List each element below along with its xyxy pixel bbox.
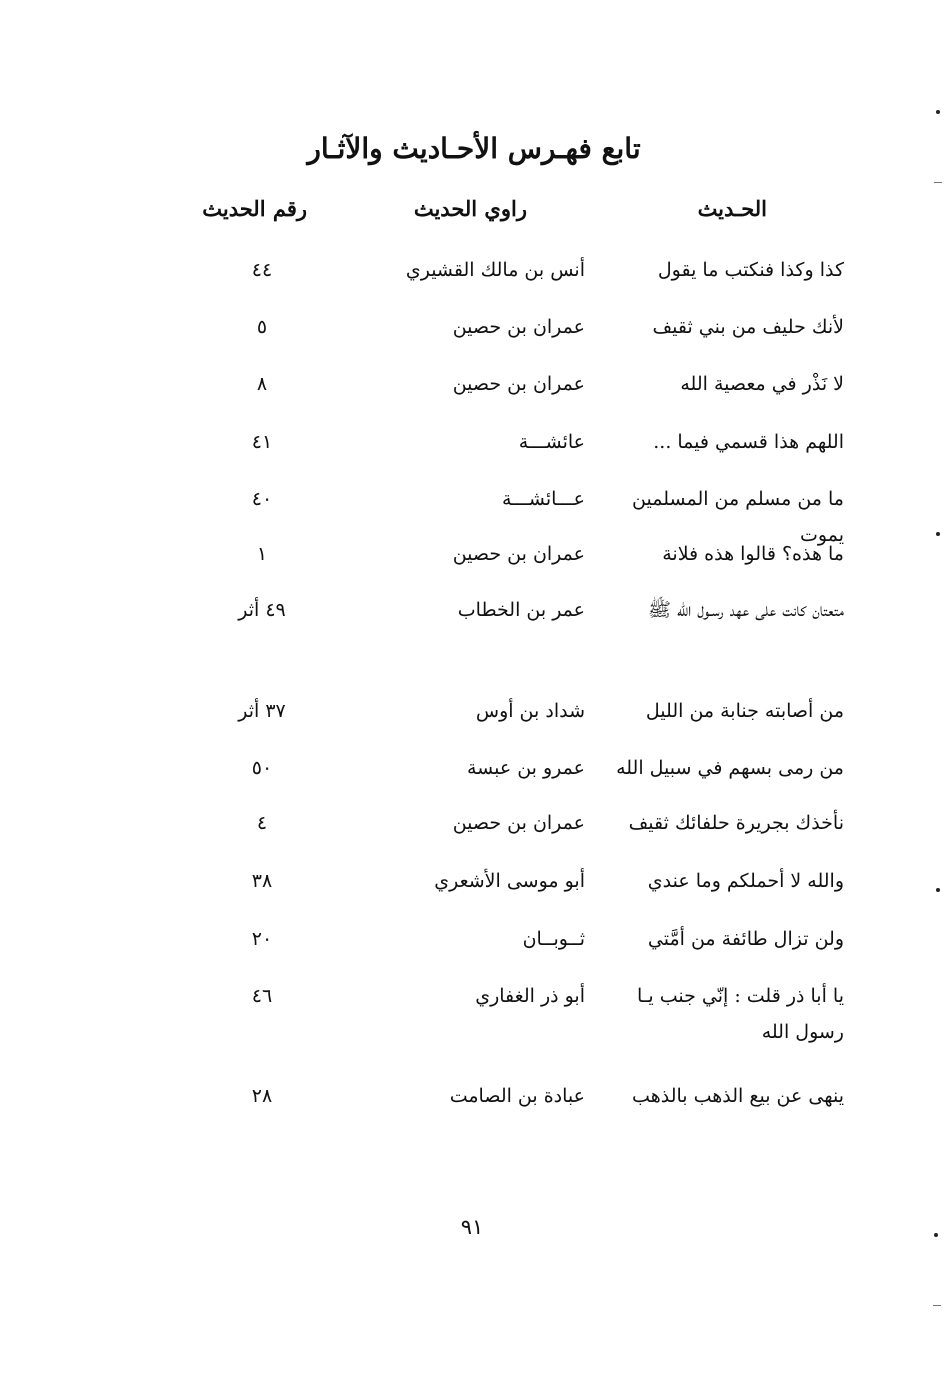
column-header-number: رقم الحديث <box>202 196 307 221</box>
hadith-text: ينهى عن بيع الذهب بالذهب <box>632 1085 844 1107</box>
narrator-name: عبادة بن الصامت <box>449 1085 585 1107</box>
hadith-text: من رمى بسهم في سبيل الله <box>616 757 844 779</box>
hadith-text: كذا وكذا فنكتب ما يقول <box>657 259 844 281</box>
hadith-text: لأنك حليف من بني ثقيف <box>652 316 844 338</box>
hadith-text: ما من مسلم من المسلمين يموت <box>632 488 844 546</box>
scan-speck <box>936 888 940 892</box>
narrator-name: أبو موسى الأشعري <box>434 870 585 892</box>
hadith-number: ١ <box>256 543 268 565</box>
page-title: تابع فهـرس الأحـاديث والآثـار <box>307 132 641 165</box>
narrator-name: عمران بن حصين <box>452 373 585 395</box>
narrator-name: عائشـــة <box>518 431 585 453</box>
hadith-text: يا أبا ذر قلت : إنّي جنب يـا رسول الله <box>637 985 844 1043</box>
hadith-number: ٣٧ أثر <box>238 700 286 722</box>
narrator-name: عمر بن الخطاب <box>457 599 585 621</box>
hadith-number: ٣٨ <box>251 870 273 892</box>
hadith-number: ٤٩ أثر <box>238 599 286 621</box>
hadith-number: ٤٠ <box>251 488 273 510</box>
hadith-text: اللهم هذا قسمي فيما ... <box>653 431 844 453</box>
hadith-number: ٤٤ <box>251 259 273 281</box>
narrator-name: عمران بن حصين <box>452 316 585 338</box>
narrator-name: أبو ذر الغفاري <box>475 985 585 1007</box>
scan-speck <box>936 110 940 114</box>
hadith-text: من أصابته جنابة من الليل <box>645 700 844 722</box>
narrator-name: ثــوبــان <box>522 928 585 950</box>
narrator-name: عمران بن حصين <box>452 543 585 565</box>
hadith-number: ٤١ <box>251 431 273 453</box>
page-number: ٩١ <box>460 1215 484 1239</box>
hadith-number: ٥٠ <box>251 757 273 779</box>
hadith-number: ٤ <box>256 812 268 834</box>
narrator-name: شداد بن أوس <box>475 700 585 722</box>
hadith-number: ٢٠ <box>251 928 273 950</box>
hadith-number: ٥ <box>256 316 268 338</box>
hadith-text: ما هذه؟ قالوا هذه فلانة <box>662 543 844 565</box>
scan-speck <box>934 1233 938 1237</box>
hadith-number: ٤٦ <box>251 985 273 1007</box>
hadith-text: لا نَذْر في معصية الله <box>680 373 844 395</box>
hadith-text: متعتان كانت على عهد رسـول الله ﷺ <box>648 599 844 621</box>
hadith-number: ٨ <box>256 373 268 395</box>
hadith-text: نأخذك بجريرة حلفائك ثقيف <box>628 812 844 834</box>
scan-speck <box>934 182 942 183</box>
column-header-hadith: الحـديث <box>697 196 767 221</box>
hadith-number: ٢٨ <box>251 1085 273 1107</box>
narrator-name: عمران بن حصين <box>452 812 585 834</box>
hadith-text: والله لا أحملكم وما عندي <box>647 870 844 892</box>
scan-speck <box>933 1305 941 1306</box>
table-header <box>0 196 947 232</box>
scan-speck <box>936 532 940 536</box>
narrator-name: عمرو بن عبسة <box>466 757 585 779</box>
hadith-text: ولن تزال طائفة من أمَّتي <box>647 928 844 950</box>
narrator-name: عـــائشـــة <box>502 488 585 510</box>
column-header-narrator: راوي الحديث <box>413 196 527 221</box>
narrator-name: أنس بن مالك القشيري <box>405 259 585 281</box>
